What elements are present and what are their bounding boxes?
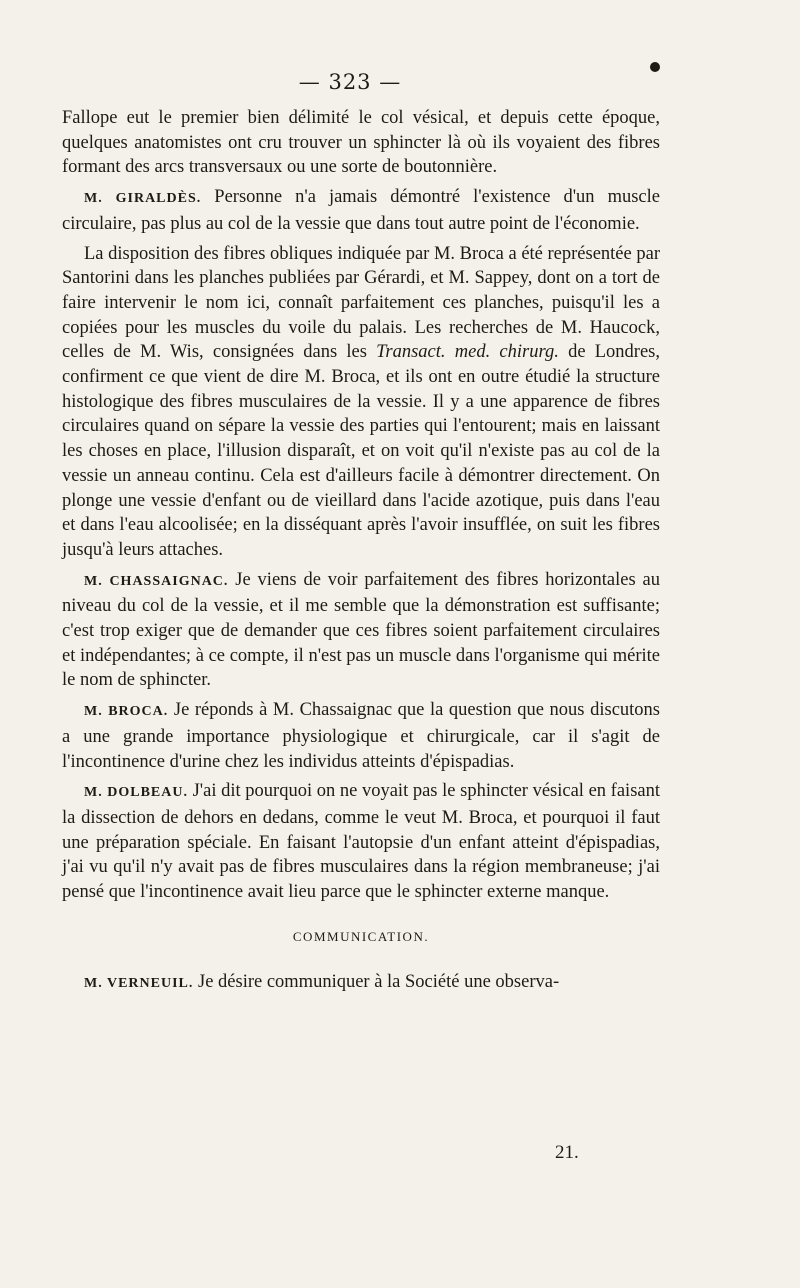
journal-title: Transact. med. chirurg. <box>376 342 559 363</box>
paragraph-chassaignac <box>62 568 660 694</box>
paragraph-1 <box>62 106 660 180</box>
body-text <box>62 106 660 996</box>
paragraph-dolbeau <box>62 779 660 905</box>
paragraph-3-text-a: La disposition des fibres obliques indiquée par M. Broca a été représentée par Santorini dans les planches publiées par Gérardi, et M. Sappey, dont on a tort de faire intervenir le nom ici, connaît parfaitement ces planches, puisqu'il les a copiées pour les muscles du voile du palais. Les recherches de M. Haucock, celles de M. Wis, consignées dans les <box>62 243 660 363</box>
speaker-verneuil: M. VERNEUIL. <box>84 975 194 991</box>
paragraph-broca-text: Je réponds à M. Chassaignac que la question que nous discutons a une grande importance physiologique et chirurgicale, car il s'agit de l'incontinence d'urine chez les individus atteints d'épispadias. <box>62 700 660 772</box>
paragraph-giraldes <box>62 185 660 236</box>
section-heading: COMMUNICATION. <box>292 928 430 944</box>
speaker-dolbeau: M. DOLBEAU. <box>84 785 188 801</box>
speaker-giraldes: M. GIRALDÈS. <box>84 191 202 207</box>
paragraph-3-text-b: de Londres, confirment ce que vient de dire M. Broca, et ils ont en outre étudié la structure histologique des fibres musculaires de la vessie. Il y a une apparence de fibres circulaires quand on sépare la vessie des parties qui l'entourent; mais en laissant les choses en place, l'illusion disparaît, et on voit qu'il n'existe pas au col de la vessie un anneau continu. Cela est d'ailleurs facile à démontrer directement. On plonge une vessie d'enfant ou de vieillard dans l'acide azotique, puis dans l'eau et dans l'eau alcoolisée; en la disséquant après l'avoir insufflée, on suit les fibres jusqu'à leurs attaches. <box>62 342 660 560</box>
speaker-chassaignac: M. CHASSAIGNAC. <box>84 573 229 589</box>
paragraph-giraldes-text: Personne n'a jamais démontré l'existence d'un muscle circulaire, pas plus au col de la vessie que dans tout autre point de l'économie. <box>62 187 660 234</box>
paragraph-broca <box>62 698 660 774</box>
speaker-broca: M. BROCA. <box>84 704 169 720</box>
signature-mark: 21. <box>555 1142 579 1163</box>
paragraph-verneuil <box>62 970 660 997</box>
paragraph-verneuil-text: Je désire communiquer à la Société une observa- <box>198 971 560 992</box>
paragraph-1-text: Fallope eut le premier bien délimité le col vésical, et depuis cette époque, quelques anatomistes ont cru trouver un sphincter là où ils voyaient des fibres formant des arcs transversaux ou une sorte de boutonnière. <box>62 108 660 178</box>
paragraph-3 <box>62 242 660 563</box>
page-number: — 323 — <box>298 70 402 94</box>
paragraph-chassaignac-text: Je viens de voir parfaitement des fibres horizontales au niveau du col de la vessie, et il me semble que la démonstration est suffisante; c'est trop exiger que de demander que ces fibres soient parfaitement circulaires et indépendantes; à ce compte, il n'est pas un muscle dans l'organisme qui mérite le nom de sphincter. <box>62 569 660 691</box>
paragraph-dolbeau-text: J'ai dit pourquoi on ne voyait pas le sphincter vésical en faisant la dissection de dehors en dedans, comme le veut M. Broca, et pourquoi il faut une préparation spéciale. En faisant l'autopsie d'un enfant atteint d'épispadias, j'ai vu qu'il n'y avait pas de fibres musculaires dans la région membraneuse; j'ai pensé que l'incontinence avait lieu parce que le sphincter externe manque. <box>62 781 660 903</box>
